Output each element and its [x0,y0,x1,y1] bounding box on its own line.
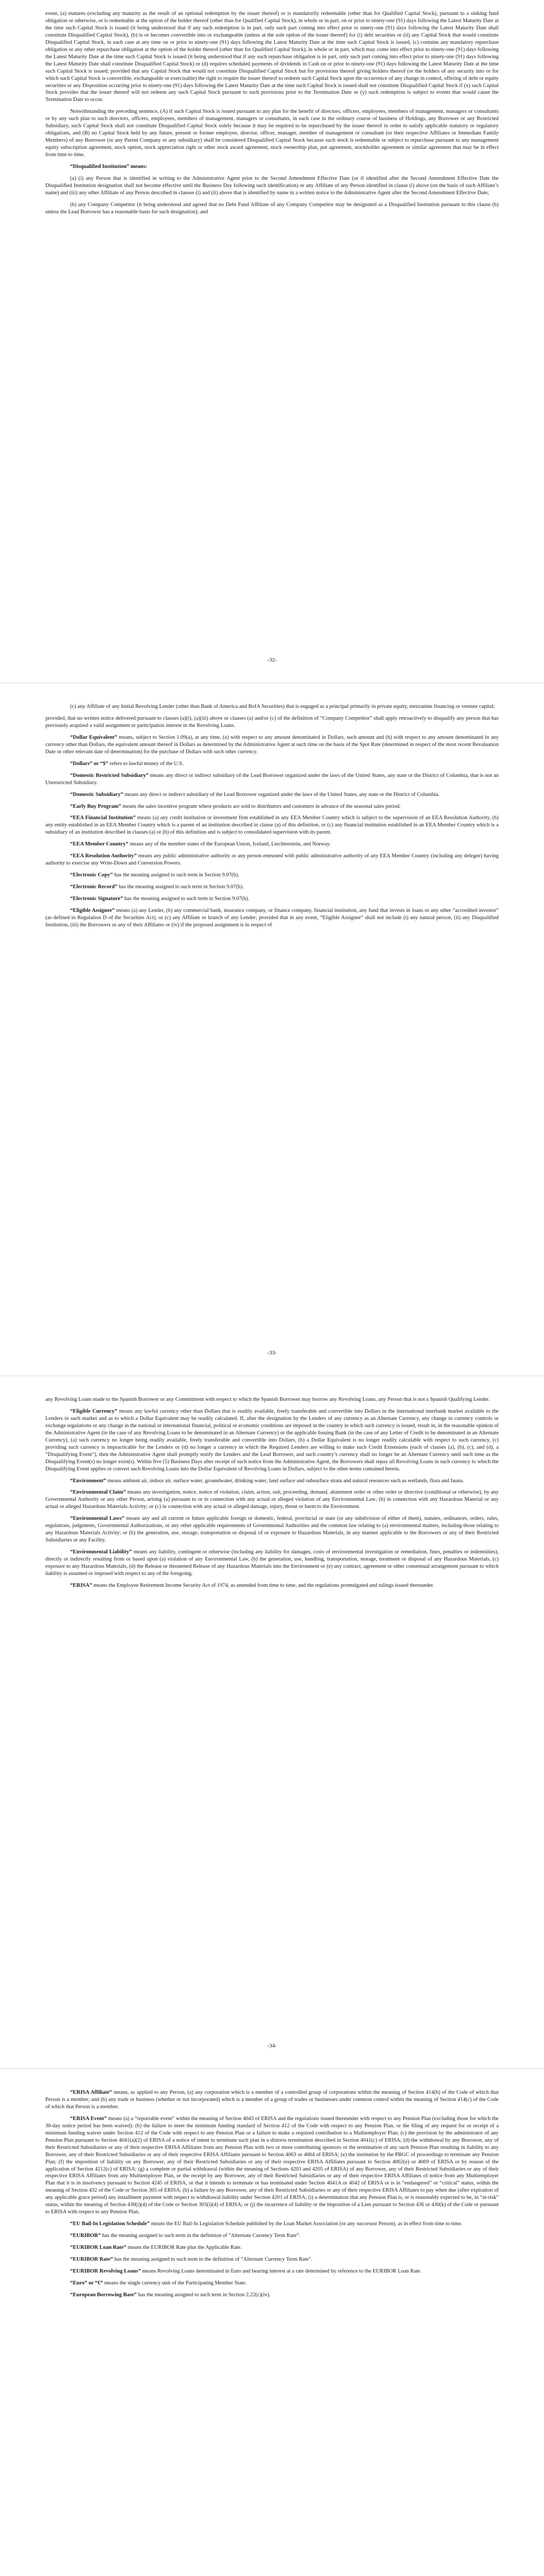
defined-term: “Domestic Restricted Subsidiary” [70,772,149,778]
definition: “EURIBOR” has the meaning assigned to such term in the definition of “Alternate Currency Term Rate”. [70,2233,301,2239]
defined-term: “European Borrowing Base” [70,2292,137,2298]
page-number: -32- [267,657,277,663]
definition: “Environmental Liability” means any liability, contingent or otherwise (including any liability for damages, costs of environmental investigation or remediation, fines, penalties or indemnities), directly or indirectly resulting from or based upon (a) violation of any Environmental Law, (b) the generation, use, handling, transportation, storage, treatment or disposal of any Hazardous Materials, (c) exposure to any Hazardous Materials, (d) the Release or threatened Release of any Hazardous Materials into the Environment or (e) any contract, agreement or other consensual arrangement pursuant to which liability is assumed or imposed with respect to any of the foregoing. [45,1549,499,1577]
defined-term: “EURIBOR Rate” [70,2257,113,2263]
paragraph: (c) any Affiliate of any Initial Revolving Lender (other than Bank of America and BofA Securities) that is engaged as a principal primarily in private equity, mezzanine financing or venture capital; [70,704,495,709]
defined-term: “Environmental Liability” [70,1549,132,1555]
definition: “Electronic Copy” has the meaning assigned to such term in Section 9.07(b). [70,872,239,878]
defined-term: “Environmental Claim” [70,1489,126,1496]
defined-term: “Eligible Assignee” [70,908,115,914]
page-34-body [45,1396,499,1594]
definition: “ERISA Affiliate” means, as applied to any Person, (a) any corporation which is a member of a controlled group of corporations within the meaning of Section 414(b) of the Code of which that Person is a member; and (b) any trade or business (whether or not incorporated) which is a member of a group of trades or businesses under common control within the meaning of Section 414(c) of the Code of which that Person is a member. [45,2090,499,2110]
paragraph: event, (a) matures (excluding any maturity as the result of an optional redemption by the issuer thereof) or is mandatorily redeemable (other than for Qualified Capital Stock), pursuant to a sinking fund obligation or otherwise, or is redeemable at the option of the holder thereof (other than for Qualified Capital Stock), in whole or in part, on or prior to ninety-one (91) days following the Latest Maturity Date at the time such Capital Stock is issued (it being understood that if any such redemption is in part, only such part coming into effect prior to ninety-one (91) days following the Latest Maturity Date shall constitute Disqualified Capital Stock), (b) is or becomes convertible into or exchangeable (unless at the sole option of the issuer thereof) for (i) debt securities or (ii) any Capital Stock that would constitute Disqualified Capital Stock, in each case at any time on or prior to ninety-one (91) days following the Latest Maturity Date at the time such Capital Stock is issued, (c) contains any mandatory repurchase obligation or any other repurchase obligation at the option of the holder thereof (other than for Qualified Capital Stock), in whole or in part, which may come into effect prior to ninety-one (91) days following the Latest Maturity Date at the time such Capital Stock is issued (it being understood that if any such repurchase obligation is in part, only such part coming into effect prior to ninety-one (91) days following the Latest Maturity Date shall constitute Disqualified Capital Stock) or (d) requires scheduled payments of dividends in Cash on or prior to ninety-one (91) days following the Latest Maturity Date at the time such Capital Stock is issued; provided that any Capital Stock that would not constitute Disqualified Capital Stock but for provisions thereof giving holders thereof (or the holders of any security into or for which such Capital Stock is convertible, exchangeable or exercisable) the right to require the issuer thereof to redeem such Capital Stock upon the occurrence of any change in control, offering of debt or equity securities or any Disposition occurring prior to ninety-one (91) days following the Latest Maturity Date at the time such Capital Stock is issued shall not constitute Disqualified Capital Stock if (x) such Capital Stock provides that the issuer thereof will not redeem any such Capital Stock pursuant to such provisions prior to the Termination Date or (y) such redemption is subject to events that would cause the Termination Date to occur. [45,11,499,103]
definition: “Early Buy Program” means the sales incentive program where products are sold to distributors and customers in advance of the seasonal sales period. [70,803,401,809]
paragraph: (a) (i) any Person that is identified in writing to the Administrative Agent prior to the Second Amendment Effective Date (or if identified after the Second Amendment Effective Date the Disqualified Institution designation shall not become effective until the Business Day following such identification) or any Affiliate of any Person identified in clause (i) above (on the basis of such Affiliate’s name) and (iii) any other Affiliate of any Person described in clauses (i) and (ii) above that is identified by name in a written notice to the Administrative Agent after the Second Amendment Effective Date; [45,176,499,196]
defined-term: “ERISA” [70,1582,92,1588]
definition: “EURIBOR Loan Rate” means the EURIBOR Rate plus the Applicable Rate. [70,2245,242,2251]
definition: “Eligible Currency” means any lawful currency other than Dollars that is readily available, freely transferable and convertible into Dollars in the international interbank market available to the Lenders in such market and as to which a Dollar Equivalent may be readily calculated. If, after the designation by the Lenders of any currency as an Alternate Currency, any change in currency controls or exchange regulations or any change in the national or international financial, political or economic conditions are imposed in the country in which such currency is issued, result in, in the reasonable opinion of the Administrative Agent (in the case of any Revolving Loans to be denominated in an Alternate Currency) or the applicable Issuing Bank (in the case of any Letter of Credit to be denominated in an Alternate Currency), (a) such currency no longer being readily available, freely transferable and convertible into Dollars, (b) a Dollar Equivalent is no longer readily calculable with respect to such currency, (c) providing such currency is impracticable for the Lenders or (d) no longer a currency in which the Required Lenders are willing to make such Credit Extensions (each of clauses (a), (b), (c), and (d), a “Disqualifying Event”), then the Administrative Agent shall promptly notify the Lenders and the Lead Borrower, and such country’s currency shall no longer be an Alternate Currency until such time as the Disqualifying Event(s) no longer exist(s). Within five (5) Business Days after receipt of such notice from the Administrative Agent, the Borrowers shall repay all Revolving Loans in such currency to which the Disqualifying Event applies or convert such Revolving Loans into the Dollar Equivalent of Revolving Loans in Dollars, subject to the other terms contained herein. [45,1408,499,1472]
defined-term: “EEA Member Country” [70,841,128,848]
paragraph: Notwithstanding the preceding sentence, (A) if such Capital Stock is issued pursuant to any plan for the benefit of directors, officers, employees, members of management, managers or consultants or by any such plan to such directors, officers, employees, members of management, managers or consultants, in each case in the ordinary course of business of Holdings, any Borrower or any Restricted Subsidiary, such Capital Stock shall not constitute Disqualified Capital Stock solely because it may be required to be repurchased by the issuer thereof in order to satisfy applicable statutory or regulatory obligations, and (B) no Capital Stock held by any future, present or former employee, director, officer, manager, member of management or consultant (or their respective Affiliates or Immediate Family Members) of any Borrower (or any Parent Company or any subsidiary) shall be considered Disqualified Capital Stock because such stock is redeemable or subject to repurchase pursuant to any management equity subscription agreement, stock option, stock appreciation right or other stock award agreement, stock ownership plan, put agreement, stockholder agreement or similar agreement that may be in effect from time to time. [45,109,499,158]
defined-term: “Electronic Copy” [70,872,113,878]
definition: “ERISA” means the Employee Retirement Income Security Act of 1974, as amended from time to time, and the regulations promulgated and rulings issued thereunder. [70,1582,434,1588]
definition: “Environmental Claim” means any investigation, notice, notice of violation, claim, action, suit, proceeding, demand, abatement order or other order or directive (conditional or otherwise), by any Governmental Authority or any other Person, arising (a) pursuant to or in connection with any actual or alleged violation of any Environmental Law; (b) in connection with any Hazardous Material or any actual or alleged Hazardous Materials Activity; or (c) in connection with any actual or alleged damage, injury, threat or harm to the Environment. [45,1489,499,1510]
page-32-body [45,10,499,221]
definition: “Dollar Equivalent” means, subject to Section 1.09(a), at any time, (a) with respect to any amount denominated in Dollars, such amount and (b) with respect to any amount denominated in any currency other than Dollars, the equivalent amount thereof in Dollars as determined by the Administrative Agent at such time on the basis of the Spot Rate (determined in respect of the most recent Revaluation Date or other relevant date of determination) for the purchase of Dollars with such other currency. [45,734,499,755]
defined-term: “Electronic Signature” [70,896,123,902]
defined-term: “Early Buy Program” [70,803,121,809]
definition: “Domestic Restricted Subsidiary” means any direct or indirect subsidiary of the Lead Borrower organized under the laws of the United States, any state or the District of Columbia, that is not an Unrestricted Subsidiary. [45,772,499,786]
defined-term: “Euro” or “€” [70,2280,103,2286]
paragraph: any Revolving Loans made to the Spanish Borrower or any Commitment with respect to which the Spanish Borrower may borrow any Revolving Loans, any Person that is not a Spanish Qualifying Lender. [45,1397,490,1402]
definition: “Environmental Laws” means any and all current or future applicable foreign or domestic, federal, provincial or state (or any subdivision of either of them), statutes, ordinances, orders, rules, regulations, judgments, Governmental Authorizations, or any other applicable requirements of Governmental Authorities and the common law relating to (a) environmental matters, including those relating to any Hazardous Materials Activity; or (b) the generation, use, storage, transportation or disposal of or exposure to Hazardous Materials, in any manner applicable to the Borrowers or any of their Restricted Subsidiaries or any Facility. [45,1516,499,1544]
defined-term: “EU Bail-In Legislation Schedule” [70,2221,150,2227]
defined-term: “Dollar Equivalent” [70,734,118,740]
definition: “EEA Resolution Authority” means any public administrative authority or any person entrusted with public administrative authority of any EEA Member Country (including any delegee) having authority to exercise any Write-Down and Conversion Powers. [45,853,499,867]
definition: “ERISA Event” means (a) a “reportable event” within the meaning of Section 4043 of ERISA and the regulations issued thereunder with respect to any Pension Plan (excluding those for which the 30-day notice period has been waived); (b) the failure to meet the minimum funding standard of Section 412 of the Code with respect to any Pension Plan, or the filing of any request for or receipt of a minimum funding waiver under Section 412 of the Code with respect to any Pension Plan or a failure to make a required contribution to a Multiemployer Plan; (c) the provision by the administrator of any Pension Plan pursuant to Section 4041(a)(2) of ERISA of a notice of intent to terminate such plan in a distress termination described in Section 4041(c) of ERISA; (d) the withdrawal by any Borrower, any of their Restricted Subsidiaries or any of their respective ERISA Affiliates from any Pension Plan with two or more contributing sponsors or the termination of any such Pension Plan resulting in liability to any Borrower, any of their Restricted Subsidiaries or any of their respective ERISA Affiliates pursuant to Section 4063 or 4064 of ERISA; (e) the institution by the PBGC of proceedings to terminate any Pension Plan; (f) the imposition of liability on any Borrower, any of their Restricted Subsidiaries or any of their respective ERISA Affiliates pursuant to Section 4062(e) or 4069 of ERISA or by reason of the application of Section 4212(c) of ERISA; (g) a complete or partial withdrawal (within the meaning of Sections 4203 and 4205 of ERISA) of any Borrower, any of their Restricted Subsidiaries or any of their respective ERISA Affiliates from any Multiemployer Plan, or the receipt by any Borrower, any of their Restricted Subsidiaries or any of their respective ERISA Affiliates of notice from any Multiemployer Plan that it is in insolvency pursuant to Section 4245 of ERISA, or that it intends to terminate or has terminated under Section 4041A or 4042 of ERISA or is in “endangered” or “critical” status, within the meaning of Section 432 of the Code or Section 305 of ERISA; (h) a failure by any Borrower, any of their Restricted Subsidiaries or any of their respective ERISA Affiliates to pay when due (after expiration of any applicable grace period) any installment payment with respect to withdrawal liability under Section 4201 of ERISA; (i) a determination that any Pension Plan is, or is reasonably expected to be, in “at-risk” status, within the meaning of Section 430(i)(4) of the Code or Section 303(i)(4) of ERISA; or (j) the incurrence of liability or the imposition of a Lien pursuant to Section 436 or 430(k) of the Code or pursuant to ERISA with respect to any Pension Plan. [45,2115,499,2215]
definition: “Electronic Record” has the meaning assigned to such term in Section 9.07(b). [70,884,244,890]
paragraph: (b) any Company Competitor (it being understood and agreed that no Debt Fund Affiliate of any Company Competitor may be designated as a Disqualified Institution pursuant to this clause (b) unless the Lead Borrower has a reasonable basis for such designation); and [45,201,499,215]
defined-term: “Eligible Currency” [70,1408,118,1414]
defined-term: “ERISA Event” [70,2115,107,2122]
page-33 [0,693,544,1368]
defined-term: “Dollars” or “$” [70,760,108,767]
definition: “Eligible Assignee” means (a) any Lender, (b) any commercial bank, insurance company, or finance company, financial institution, any fund that invests in loans or any other “accredited investor” (as defined in Regulation D of the Securities Act), or (c) any Affiliate or branch of any Lender; provided that in any event, “Eligible Assignee” shall not include (i) any natural person, (ii) any Disqualified Institution, (iii) the Borrowers or any of their Affiliates or (iv) if the proposed assignment is in respect of [45,908,499,928]
page-number: -34- [267,2043,277,2049]
defined-term: “Environment” [70,1478,106,1484]
definition-heading: “Disqualified Institution” means: [70,164,147,170]
definition: “European Borrowing Base” has the meaning assigned to such term in Section 2.22(c)(iv). [70,2292,271,2298]
page-33-body [45,703,499,934]
page-35 [0,2079,544,2576]
page-32 [0,0,544,675]
definition: “EEA Financial Institution” means (a) any credit institution or investment firm established in any EEA Member Country which is subject to the supervision of an EEA Resolution Authority, (b) any entity established in an EEA Member Country which is a parent of an institution described in clause (a) of this definition, or (c) any financial institution established in an EEA Member Country which is a subsidiary of an institution described in clauses (a) or (b) of this definition and is subject to consolidated supervision with its parent. [45,815,499,836]
defined-term: “Environmental Laws” [70,1516,125,1522]
definition: “EURIBOR Revolving Loans” means Revolving Loans denominated in Euro and bearing interest at a rate determined by reference to the EURIBOR Loan Rate. [70,2268,422,2275]
definition: “Domestic Subsidiary” means any direct or indirect subsidiary of the Lead Borrower organized under the laws of the United States, any state or the District of Columbia. [70,791,440,798]
definition: “Euro” or “€” means the single currency unit of the Participating Member State. [70,2280,247,2286]
defined-term: “Domestic Subsidiary” [70,791,123,798]
defined-term: “EURIBOR Loan Rate” [70,2245,127,2251]
definition: “Dollars” or “$” refers to lawful money of the U.S. [70,760,184,767]
defined-term: “EURIBOR” [70,2233,101,2239]
definition: “Electronic Signature” has the meaning assigned to such term in Section 9.07(b). [70,896,250,902]
definition: “EURIBOR Rate” has the meaning assigned to such term in the definition of “Alternate Currency Term Rate”. [70,2257,312,2263]
defined-term: “Electronic Record” [70,884,118,890]
page-35-body [45,2089,499,2303]
paragraph: provided, that no written notice delivered pursuant to clauses (a)(i), (a)(iii) above or clauses (a) and/or (c) of the definition of “Company Competitor” shall apply retroactively to disqualify any person that has previously acquired a valid assignment or participation interest in the Revolving Loans. [45,715,499,728]
definition: “Environment” means ambient air, indoor air, surface water, groundwater, drinking water, land surface and subsurface strata and natural resources such as wetlands, flora and fauna. [70,1478,464,1484]
page-34 [0,1386,544,2061]
page-number: -33- [267,1350,277,1356]
definition: “EEA Member Country” means any of the member states of the European Union, Iceland, Liechtenstein, and Norway. [70,841,331,848]
defined-term: “EEA Financial Institution” [70,815,136,821]
definition: “EU Bail-In Legislation Schedule” means the EU Bail-In Legislation Schedule published by the Loan Market Association (or any successor Person), as in effect from time to time. [70,2221,463,2227]
defined-term: “EURIBOR Revolving Loans” [70,2268,141,2275]
defined-term: “ERISA Affiliate” [70,2090,112,2095]
defined-term: “EEA Resolution Authority” [70,853,137,859]
